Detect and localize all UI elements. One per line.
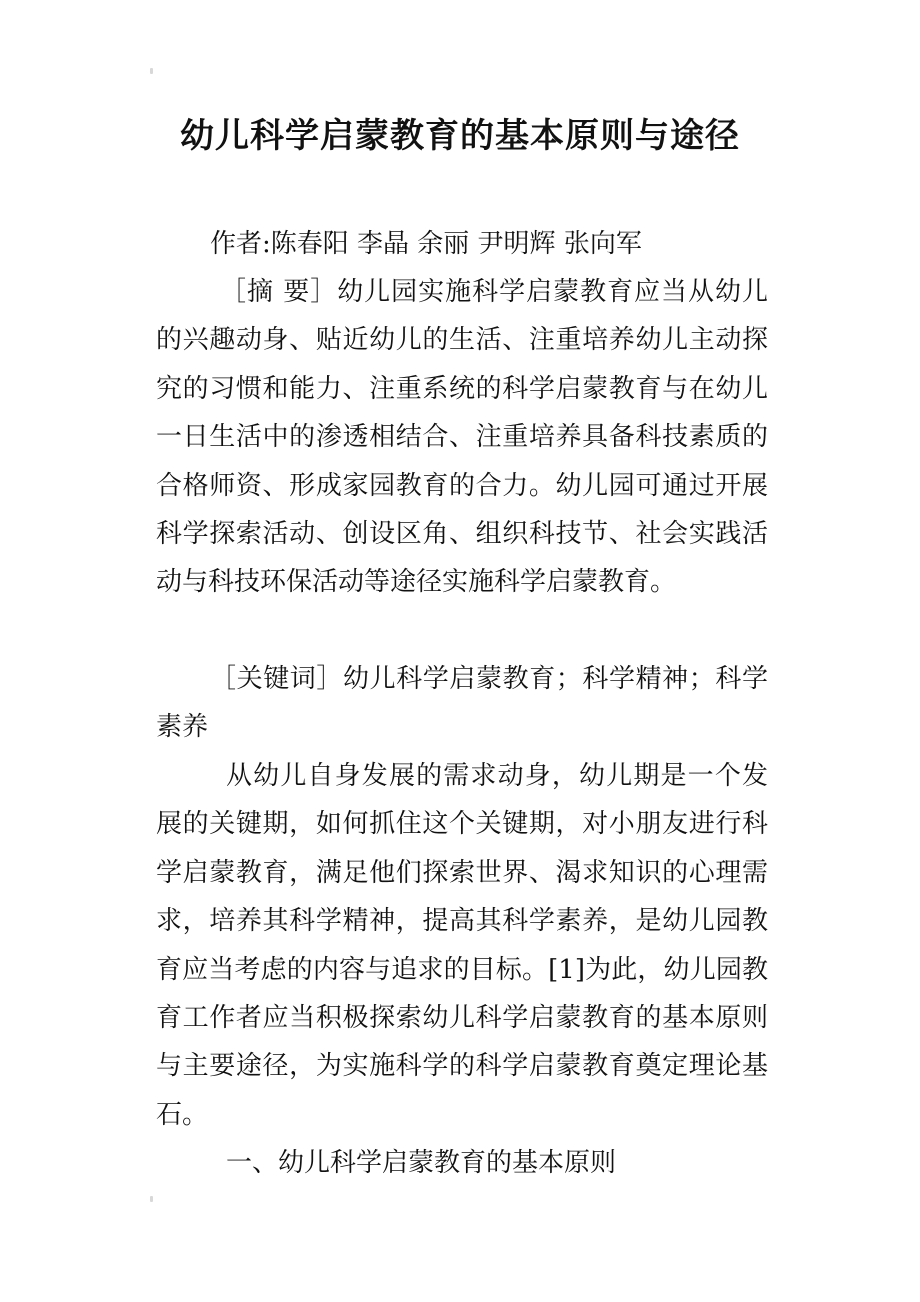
scan-mark (150, 1196, 153, 1202)
abstract-paragraph: ［摘 要］幼儿园实施科学启蒙教育应当从幼儿的兴趣动身、贴近幼儿的生活、注重培养幼儿主动探究的习惯和能力、注重系统的科学启蒙教育与在幼儿一日生活中的渗透相结合、注重培养具备科技素质的合格师资、形成家园教育的合力。幼儿园可通过开展科学探索活动、创设区角、组织科技节、社会实践活动与科技环保活动等途径实施科学启蒙教育。 (156, 277, 768, 598)
keywords-paragraph: ［关键词］幼儿科学启蒙教育；科学精神；科学素养 (156, 664, 768, 743)
scan-mark (150, 68, 153, 74)
intro-paragraph: 从幼儿自身发展的需求动身，幼儿期是一个发展的关键期，如何抓住这个关键期，对小朋友进行科学启蒙教育，满足他们探索世界、渴求知识的心理需求，培养其科学精神，提高其科学素养，是幼儿园教育应当考虑的内容与追求的目标。[1]为此，幼儿园教育工作者应当积极探索幼儿科学启蒙教育的基本原则与主要途径，为实施科学的科学启蒙教育奠定理论基石。 (156, 761, 768, 1130)
document-title: 幼儿科学启蒙教育的基本原则与途径 (180, 116, 740, 156)
authors-line: 作者:陈春阳 李晶 余丽 尹明辉 张向军 (210, 229, 642, 259)
section-heading: 一、幼儿科学启蒙教育的基本原则 (226, 1148, 617, 1178)
